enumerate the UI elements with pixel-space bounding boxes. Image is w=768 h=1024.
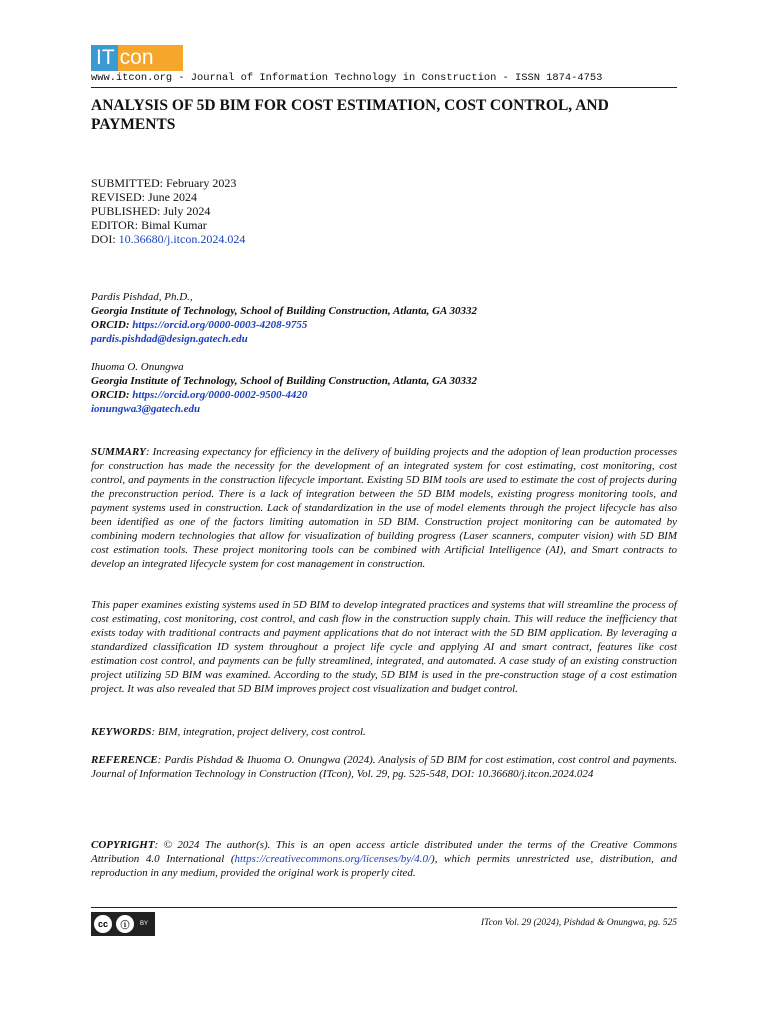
author-email [91,332,477,346]
attribution-icon: ⓘ [116,915,134,933]
itcon-logo [91,45,183,71]
orcid-link[interactable]: https://orcid.org/0000-0003-4208-9755 [132,319,308,331]
copyright-text-after: ), which permits unrestricted use, distribution, and reproduction in any medium, provided the original work is properly cited. [91,853,677,879]
summary-text-2: This paper examines existing systems used in 5D BIM to develop integrated practices and systems that will streamline the process of cost estimating, cost monitoring, cost control, and cash flow in the construction supply chain. This will reduce the inefficiency that exists today with traditional contracts and payment applications that do not interact with the 5D BIM application. By leveraging a standardized classification ID system throughout a project life cycle and applying AI and smart contract, features like cost estimation cost control, and payments can be fully streamlined, integrated, and automated. A case study of an existing construction project utilizing 5D BIM was examined. According to the study, 5D BIM is used in the pre-construction stage of a cost estimation project. It was also revealed that 5D BIM improves project cost visualization and budget control. [91,599,677,695]
copyright-text-before: : © 2024 The author(s). This is an open access article distributed under the terms of the Creative Commons Attribution 4.0 International ( [91,839,677,865]
paper-title: ANALYSIS OF 5D BIM FOR COST ESTIMATION, COST CONTROL, AND PAYMENTS [91,97,609,133]
logo-it: IT [91,45,118,71]
author-name: Pardis Pishdad, Ph.D., [91,291,193,303]
footer-citation: ITcon Vol. 29 (2024), Pishdad & Onungwa, pg. 525 [481,918,677,928]
reference-text: : Pardis Pishdad & Ihuoma O. Onungwa (2024). Analysis of 5D BIM for cost estimation, cost control and payments. Journal of Information Technology in Construction (ITcon), Vol. 29, pg. 525-548, DOI: 10.36680/j.itcon.2024.024 [91,754,677,780]
author-email [91,402,477,416]
email-link[interactable]: ionungwa3@gatech.edu [91,403,201,415]
cc-icon: cc [94,915,112,933]
cc-by-license-badge[interactable] [91,912,155,936]
author-affiliation: Georgia Institute of Technology, School of Building Construction, Atlanta, GA 30332 [91,375,477,387]
published-date: PUBLISHED: July 2024 [91,204,211,218]
summary-label: SUMMARY [91,446,146,458]
journal-header-line: www.itcon.org - Journal of Information Technology in Construction - ISSN 1874-4753 [91,71,677,88]
author-name: Ihuoma O. Onungwa [91,361,184,373]
orcid-label: ORCID: [91,389,133,401]
by-label: BY [140,921,149,927]
author-block-2 [91,360,477,416]
orcid-label: ORCID: [91,319,133,331]
keywords-paragraph [91,725,677,739]
publication-meta [91,176,245,246]
author-orcid [91,388,477,402]
orcid-link[interactable]: https://orcid.org/0000-0002-9500-4420 [132,389,308,401]
reference-paragraph [91,753,677,781]
editor-name: EDITOR: Bimal Kumar [91,218,207,232]
author-block-1 [91,290,477,346]
doi-label: DOI: [91,232,119,246]
copyright-label: COPYRIGHT [91,839,155,851]
logo-con: con [118,45,183,71]
reference-label: REFERENCE [91,754,158,766]
author-affiliation: Georgia Institute of Technology, School of Building Construction, Atlanta, GA 30332 [91,305,477,317]
doi-link[interactable]: 10.36680/j.itcon.2024.024 [118,232,246,246]
doi-line [91,232,245,246]
summary-paragraph-1 [91,445,677,571]
footer-divider [91,907,677,908]
license-link[interactable]: https://creativecommons.org/licenses/by/4.0/ [234,853,432,865]
copyright-paragraph [91,838,677,880]
summary-text-1: : Increasing expectancy for efficiency in the delivery of building projects and the adoption of lean production processes for construction has made the necessity for the development of an integrated system for cost estimating, cost monitoring, cost control, and payments in the construction lifecycle important. Existing 5D BIM tools are used to estimate the cost of projects during the preconstruction period. There is a lack of integration between the 5D BIM models, existing progress monitoring tools, and payment systems used in construction. Lack of standardization in the use of model elements through the project lifecycle has also been identified as one of the factors limiting automation in 5D BIM. Construction project monitoring can be automated by combining modern technologies that allow for visualization of building progress (Laser scanners, computer vision) with 5D BIM cost estimation tools. These project monitoring tools can be combined with Artificial Intelligence (AI), and Smart contracts to develop an integrated lifecycle system for cost management in construction. [91,446,677,570]
keywords-label: KEYWORDS [91,726,152,738]
email-link[interactable]: pardis.pishdad@design.gatech.edu [91,333,248,345]
revised-date: REVISED: June 2024 [91,190,197,204]
keywords-text: : BIM, integration, project delivery, cost control. [151,726,366,738]
author-orcid [91,318,477,332]
summary-paragraph-2 [91,598,677,696]
submitted-date: SUBMITTED: February 2023 [91,176,237,190]
